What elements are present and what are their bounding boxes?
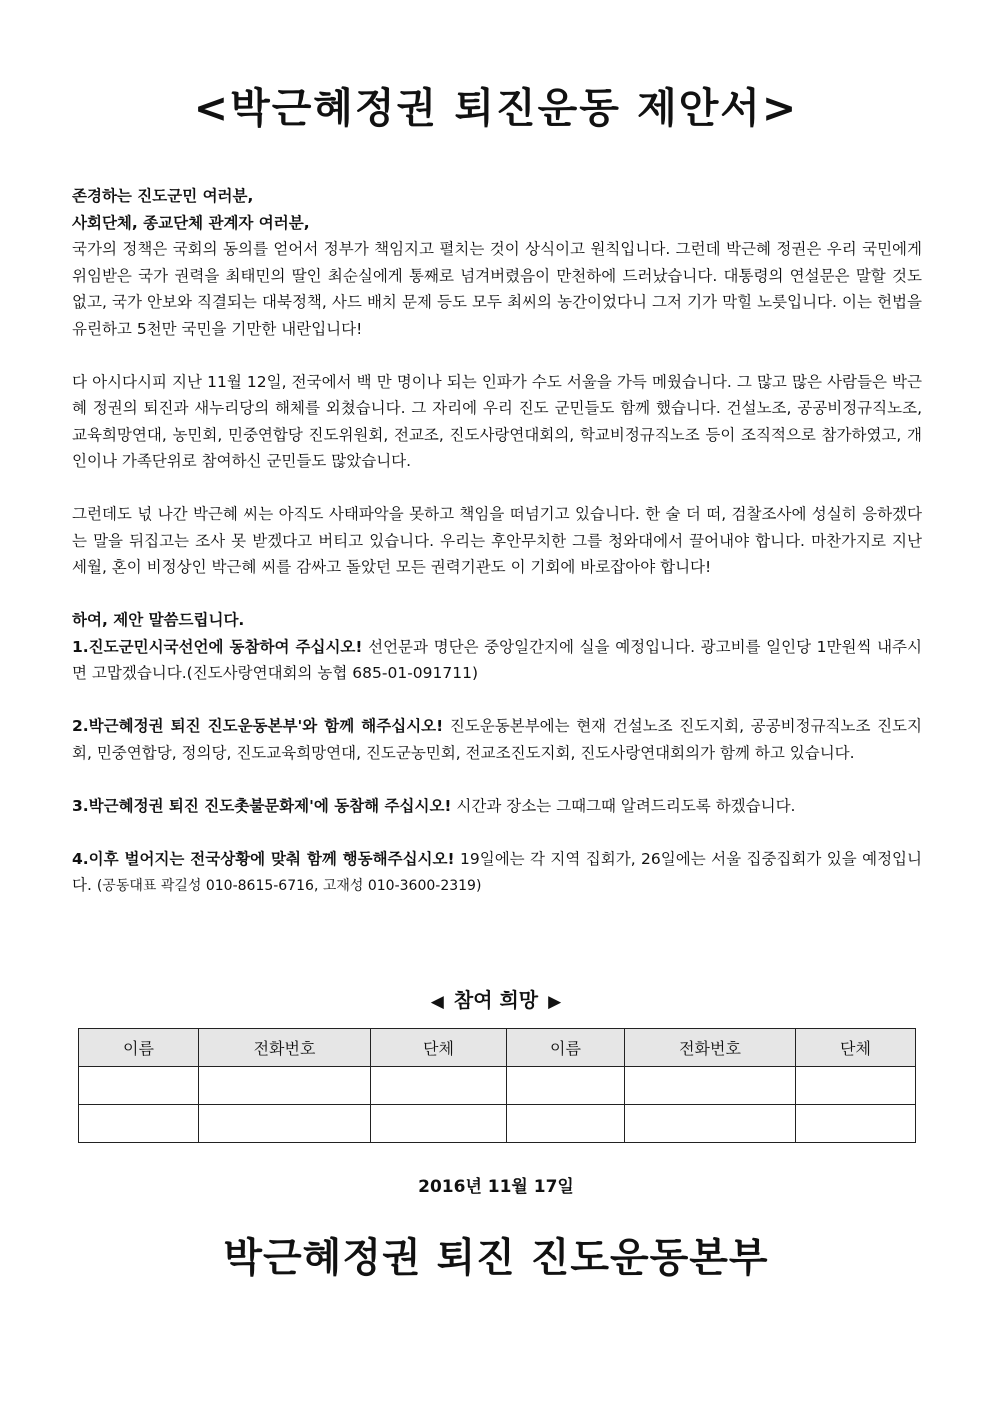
organization-name: 박근혜정권 퇴진 진도운동본부 xyxy=(223,1235,769,1281)
name-cell[interactable] xyxy=(79,1067,199,1105)
proposal-text: 진도운동본부에는 현재 건설노조 진도지회, 공공비정규직노조 진도지회, 민중연합당, 정의당, 진도교육희망연대, 진도군농민회, 전교조진도지회, 진도사랑연대회의가 함께 하고 있습니다. xyxy=(72,717,922,762)
proposal-text: 시간과 장소는 그때그때 알려드리도록 하겠습니다. xyxy=(451,796,796,815)
document-body xyxy=(72,183,922,900)
proposal-item xyxy=(72,634,922,687)
participation-title xyxy=(0,984,992,1018)
name-cell[interactable] xyxy=(79,1105,199,1143)
greeting-line: 존경하는 진도군민 여러분, xyxy=(72,187,254,205)
proposal-text: 19일에는 각 지역 집회가, 26일에는 서울 집중집회가 있을 예정입니다. xyxy=(72,849,923,894)
paragraph: 다 아시다시피 지난 11월 12일, 전국에서 백 만 명이나 되는 인파가 수도 서울을 가득 메웠습니다. 그 많고 많은 사람들은 박근혜 정권의 퇴진과 새누리당의 해체를 외쳤습니다. 그 자리에 우리 진도 군민들도 함께 했습니다. 건설노조, 공공비정규직노조, 교육희망연대, 농민회, 민중연합당 진도위원회, 전교조, 진도사랑연대회의, 학교비정규직노조 등이 조직적으로 참가하였고, 개인이나 가족단위로 참여하신 군민들도 많았습니다. xyxy=(72,372,922,470)
proposal-text: 선언문과 명단은 중앙일간지에 실을 예정입니다. 광고비를 일인당 1만원씩 내주시면 고맙겠습니다.(진도사랑연대회의 농협 685-01-091711) xyxy=(72,637,923,682)
right-triangle-icon: ▶ xyxy=(548,992,562,1012)
document-date: 2016년 11월 17일 xyxy=(418,1177,574,1197)
column-header-group: 단체 xyxy=(796,1029,916,1067)
phone-cell[interactable] xyxy=(199,1067,371,1105)
left-triangle-icon: ◀ xyxy=(430,992,444,1012)
proposal-intro: 하여, 제안 말씀드립니다. xyxy=(72,611,245,629)
column-header-name: 이름 xyxy=(507,1029,625,1067)
column-header-group: 단체 xyxy=(371,1029,507,1067)
document-title: <박근혜정권 퇴진운동 제안서> xyxy=(193,84,799,132)
name-cell[interactable] xyxy=(507,1105,625,1143)
proposal-heading: 2.박근혜정권 퇴진 진도운동본부'와 함께 해주십시오! xyxy=(72,717,444,735)
column-header-phone: 전화번호 xyxy=(625,1029,796,1067)
participation-table xyxy=(78,1028,916,1143)
greeting-line: 사회단체, 종교단체 관계자 여러분, xyxy=(72,213,310,232)
group-cell[interactable] xyxy=(371,1105,507,1143)
participation-title-text: 참여 희망 xyxy=(453,988,539,1012)
group-cell[interactable] xyxy=(796,1067,916,1105)
proposal-item xyxy=(72,793,922,820)
contact-note: (공동대표 곽길성 010-8615-6716, 고재성 010-3600-2319) xyxy=(96,878,482,894)
group-cell[interactable] xyxy=(796,1105,916,1143)
table-row xyxy=(79,1105,916,1143)
paragraph: 그런데도 넋 나간 박근혜 씨는 아직도 사태파악을 못하고 책임을 떠넘기고 있습니다. 한 술 더 떠, 검찰조사에 성실히 응하겠다는 말을 뒤집고는 조사 못 받겠다고 버티고 있습니다. 우리는 후안무치한 그를 청와대에서 끌어내야 합니다. 마찬가지로 지난 세월, 혼이 비정상인 박근혜 씨를 감싸고 돌았던 모든 권력기관도 이 기회에 바로잡아야 합니다! xyxy=(72,505,922,576)
proposal-heading: 1.진도군민시국선언에 동참하여 주십시오! xyxy=(72,637,363,656)
group-cell[interactable] xyxy=(371,1067,507,1105)
table-row xyxy=(79,1067,916,1105)
column-header-name: 이름 xyxy=(79,1029,199,1067)
table-header-row xyxy=(79,1029,916,1067)
phone-cell[interactable] xyxy=(199,1105,371,1143)
phone-cell[interactable] xyxy=(625,1067,796,1105)
proposal-heading: 4.이후 벌어지는 전국상황에 맞춰 함께 행동해주십시오! xyxy=(72,849,455,868)
phone-cell[interactable] xyxy=(625,1105,796,1143)
column-header-phone: 전화번호 xyxy=(199,1029,371,1067)
proposal-heading: 3.박근혜정권 퇴진 진도촛불문화제'에 동참해 주십시오! xyxy=(72,796,452,815)
name-cell[interactable] xyxy=(507,1067,625,1105)
paragraph: 국가의 정책은 국회의 동의를 얻어서 정부가 책임지고 펼치는 것이 상식이고 원칙입니다. 그런데 박근혜 정권은 우리 국민에게 위임받은 국가 권력을 최태민의 딸인 최순실에게 통째로 넘겨버렸음이 만천하에 드러났습니다. 대통령의 연설문은 말할 것도 없고, 국가 안보와 직결되는 대북정책, 사드 배치 문제 등도 모두 최씨의 농간이었다니 그저 기가 막힐 노릇입니다. 이는 헌법을 유린하고 5천만 국민을 기만한 내란입니다! xyxy=(72,240,922,338)
proposal-item xyxy=(72,846,922,900)
proposal-item xyxy=(72,713,922,766)
